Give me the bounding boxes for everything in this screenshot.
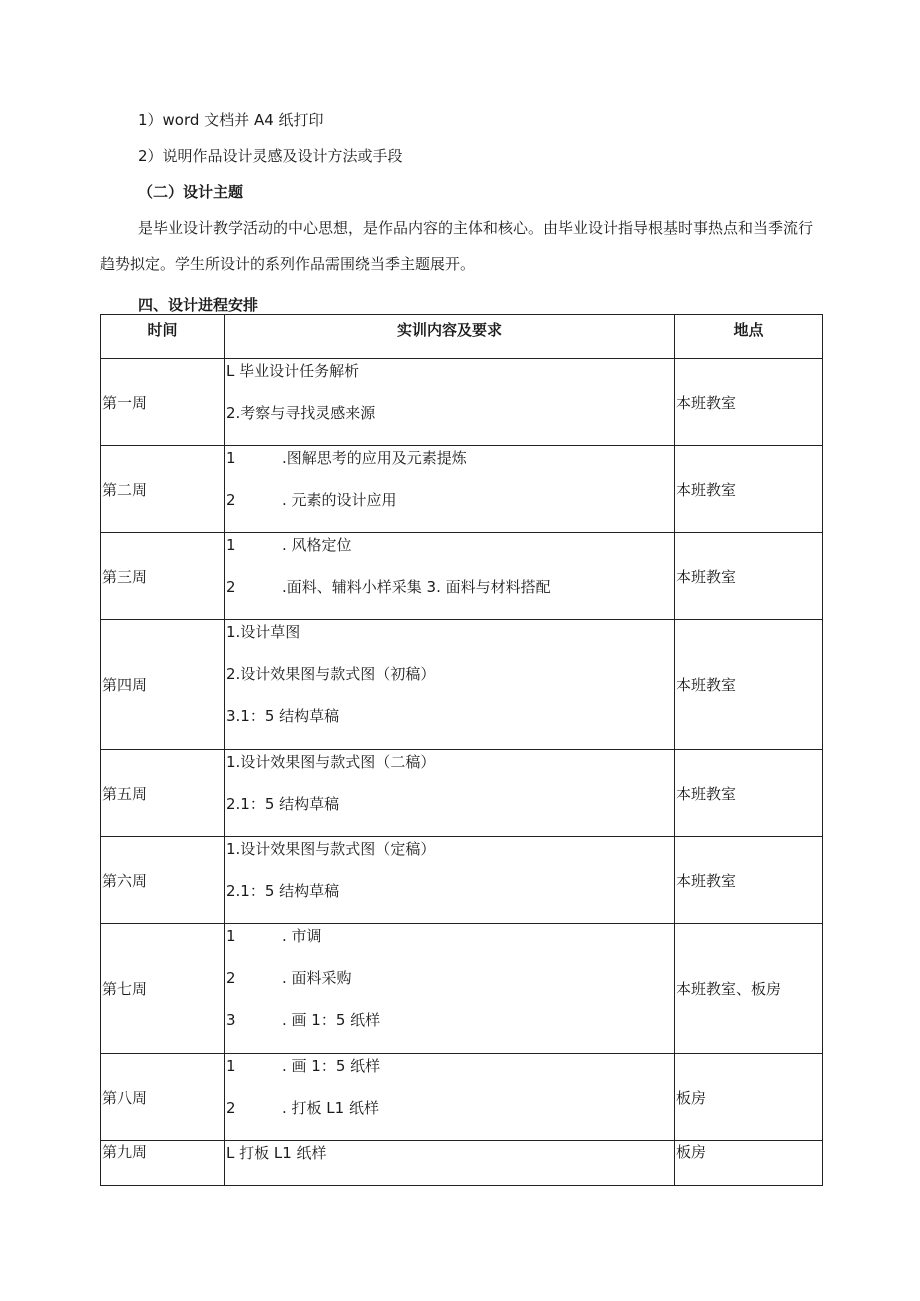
location-cell: 板房 (675, 1054, 823, 1141)
location-cell: 本班教室 (675, 359, 823, 446)
location-cell: 板房 (675, 1141, 823, 1186)
content-cell (225, 446, 675, 533)
header-location: 地点 (675, 315, 823, 359)
table-header-row (101, 315, 823, 359)
subheading: （二）设计主题 (138, 183, 244, 201)
content-item (226, 924, 674, 966)
table-row (101, 533, 823, 620)
week-cell: 第三周 (101, 533, 225, 620)
list-item-2: 2）说明作品设计灵感及设计方法或手段 (138, 147, 403, 165)
item-text: 2.设计效果图与款式图（初稿） (226, 665, 436, 683)
header-time: 时间 (101, 315, 225, 359)
content-item (226, 1008, 674, 1050)
table-row (101, 446, 823, 533)
location-cell: 本班教室 (675, 533, 823, 620)
content-item (226, 401, 674, 443)
table-row (101, 1054, 823, 1141)
table-row (101, 924, 823, 1054)
content-cell (225, 1141, 675, 1186)
location-cell: 本班教室 (675, 446, 823, 533)
item-text: . 面料采购 (282, 969, 352, 987)
content-item (226, 966, 674, 1008)
week-cell: 第七周 (101, 924, 225, 1054)
item-text: . 风格定位 (282, 536, 352, 554)
item-number: 1 (226, 449, 236, 467)
item-text: L 毕业设计任务解析 (226, 362, 360, 380)
table-row (101, 837, 823, 924)
item-text: . 画 1：5 纸样 (282, 1011, 381, 1029)
table-row (101, 620, 823, 750)
section-heading: 四、设计进程安排 (138, 296, 259, 314)
item-number: 2 (226, 969, 236, 987)
item-text: . 打板 L1 纸样 (282, 1099, 379, 1117)
list-item-1: 1）word 文档并 A4 纸打印 (138, 111, 324, 129)
content-item (226, 879, 674, 921)
item-number: 2 (226, 1099, 236, 1117)
content-cell (225, 533, 675, 620)
schedule-table (100, 314, 823, 1186)
item-number: 1 (226, 1057, 236, 1075)
item-number: 1 (226, 927, 236, 945)
item-number: 1 (226, 536, 236, 554)
content-item (226, 662, 674, 704)
content-cell (225, 837, 675, 924)
item-number: 3 (226, 1011, 236, 1029)
item-text: 2.考察与寻找灵感来源 (226, 404, 376, 422)
week-cell: 第六周 (101, 837, 225, 924)
week-cell: 第二周 (101, 446, 225, 533)
table-row (101, 750, 823, 837)
content-item (226, 533, 674, 575)
header-content: 实训内容及要求 (225, 315, 675, 359)
item-text: . 市调 (282, 927, 322, 945)
body-paragraph-text: 是毕业设计教学活动的中心思想，是作品内容的主体和核心。由毕业设计指导根基时事热点和当季流行趋势拟定。学生所设计的系列作品需围绕当季主题展开。 (100, 219, 814, 273)
content-item (226, 488, 674, 530)
week-cell: 第八周 (101, 1054, 225, 1141)
content-cell (225, 1054, 675, 1141)
content-item (226, 1141, 674, 1169)
table-row (101, 1141, 823, 1186)
content-item (226, 792, 674, 834)
content-cell (225, 359, 675, 446)
content-item (226, 575, 674, 617)
content-item (226, 620, 674, 662)
content-item (226, 1054, 674, 1096)
week-cell: 第四周 (101, 620, 225, 750)
item-text: 1.设计草图 (226, 623, 301, 641)
item-text: . 元素的设计应用 (282, 491, 397, 509)
location-cell: 本班教室 (675, 620, 823, 750)
item-text: 2.1：5 结构草稿 (226, 882, 340, 900)
item-text: L 打板 L1 纸样 (226, 1144, 327, 1162)
item-text: 1.设计效果图与款式图（二稿） (226, 753, 436, 771)
content-item (226, 1096, 674, 1138)
content-item (226, 704, 674, 746)
week-cell: 第一周 (101, 359, 225, 446)
content-item (226, 446, 674, 488)
location-cell: 本班教室、板房 (675, 924, 823, 1054)
item-number: 2 (226, 491, 236, 509)
item-text: .面料、辅料小样采集 3. 面料与材料搭配 (282, 578, 551, 596)
item-text: . 画 1：5 纸样 (282, 1057, 381, 1075)
content-item (226, 750, 674, 792)
item-text: 2.1：5 结构草稿 (226, 795, 340, 813)
body-paragraph (100, 210, 822, 282)
location-cell: 本班教室 (675, 750, 823, 837)
item-text: 3.1：5 结构草稿 (226, 707, 340, 725)
item-number: 2 (226, 578, 236, 596)
week-cell: 第九周 (101, 1141, 225, 1186)
content-cell (225, 924, 675, 1054)
table-row (101, 359, 823, 446)
content-cell (225, 750, 675, 837)
content-item (226, 359, 674, 401)
content-cell (225, 620, 675, 750)
item-text: .图解思考的应用及元素提炼 (282, 449, 467, 467)
week-cell: 第五周 (101, 750, 225, 837)
location-cell: 本班教室 (675, 837, 823, 924)
item-text: 1.设计效果图与款式图（定稿） (226, 840, 436, 858)
content-item (226, 837, 674, 879)
